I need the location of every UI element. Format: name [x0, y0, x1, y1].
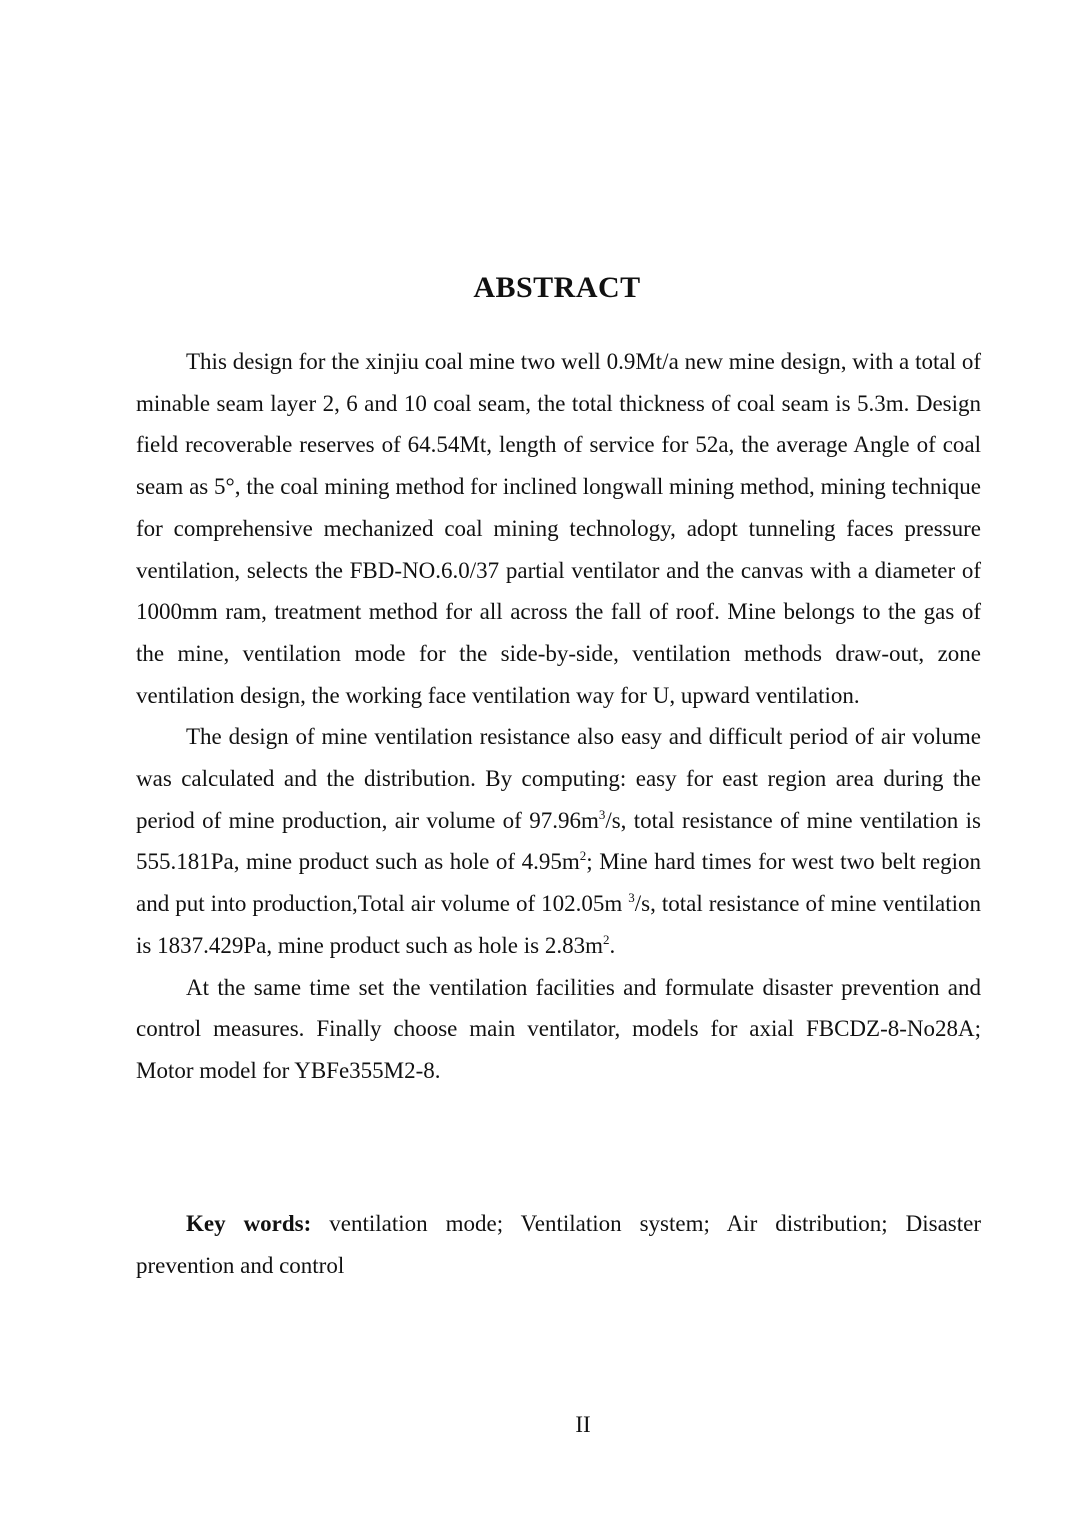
paragraph-2-text-part: /s, total resistance of mine ventilation is 555.181Pa, mine product such as hole of 4.95m [136, 807, 981, 875]
abstract-body [136, 341, 981, 1092]
keywords-text: ventilation mode; Ventilation system; Air distribution; Disaster prevention and control [136, 1211, 981, 1278]
abstract-title: ABSTRACT [473, 271, 641, 304]
page-number: II [575, 1412, 591, 1437]
abstract-paragraph-3: At the same time set the ventilation facilities and formulate disaster prevention and control measures. Finally choose main ventilator, models for axial FBCDZ-8-No28A; Motor model for YBFe355M2-8. [136, 974, 981, 1083]
superscript: 2 [603, 931, 610, 947]
superscript: 2 [579, 848, 587, 864]
abstract-paragraph-1: This design for the xinjiu coal mine two well 0.9Mt/a new mine design, with a total of minable seam layer 2, 6 and 10 coal seam, the total thickness of coal seam is 5.3m. Design field recoverable reserves of 64.54Mt, length of service for 52a, the average Angle of coal seam as 5°, the coal mining method for inclined longwall mining method, mining technique for comprehensive mechanized coal mining technology, adopt tunneling faces pressure ventilation, selects the FBD-NO.6.0/37 partial ventilator and the canvas with a diameter of 1000mm ram, treatment method for all across the fall of roof. Mine belongs to the gas of the mine, ventilation mode for the side-by-side, ventilation methods draw-out, zone ventilation design, the working face ventilation way for U, upward ventilation. [136, 349, 981, 708]
paragraph-2-text-part: The design of mine ventilation resistance also easy and difficult period of air volume was calculated and the distribution. By computing: easy for east region area during the period of mine production, air volume of 97.96m [136, 724, 981, 833]
abstract-paragraph-2 [136, 716, 981, 966]
keywords-label: Key words: [186, 1211, 312, 1236]
superscript: 3 [628, 890, 635, 906]
paragraph-2-text-part: . [609, 932, 616, 958]
paragraph-2-text-part: /s, total resistance of mine ventilation is 1837.429Pa, mine product such as hole is 2.83m [136, 891, 981, 958]
superscript: 3 [598, 806, 606, 822]
paragraph-2-text-part: ; Mine hard times for west two belt region and put into production,Total air volume of 102.05m [136, 849, 981, 917]
keywords-line [136, 1203, 981, 1287]
